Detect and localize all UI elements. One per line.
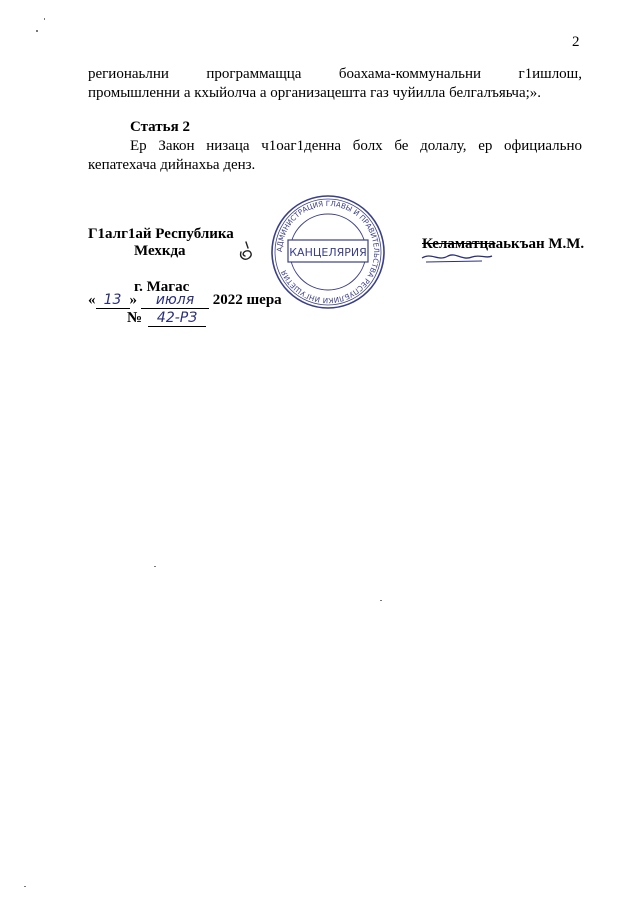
page-number: 2: [572, 34, 580, 50]
scan-speck: [36, 30, 38, 32]
date-year: 2022 шера: [212, 292, 282, 308]
paragraph-line-1: [88, 65, 582, 84]
city: г. Магас: [134, 279, 190, 295]
signatory-org-line2: Мехкда: [134, 243, 186, 259]
paragraph-continuation: [88, 65, 582, 103]
article-heading: Статья 2: [130, 119, 190, 135]
date-month-handwritten: июля: [141, 292, 209, 309]
article-text: Ер Закон низаца ч1оаг1денна болх бе долалу, ер официально кепатехача дийнахьа денз.: [88, 138, 582, 173]
law-number-line: [127, 310, 206, 327]
signer-name-struck: Келаматца: [422, 236, 496, 252]
word: регионаьлни: [88, 66, 169, 82]
law-number-handwritten: 42-РЗ: [148, 310, 206, 327]
word: г1ишлош,: [518, 66, 582, 82]
scan-speck: [380, 600, 382, 601]
scan-speck: [24, 886, 26, 887]
date-line: [88, 292, 282, 309]
scan-speck: [154, 566, 156, 567]
number-sign: №: [127, 310, 143, 326]
signer-name-rest: аькъан М.М.: [495, 236, 585, 252]
signature-mark-icon: [236, 240, 256, 262]
official-stamp-icon: [268, 192, 388, 312]
date-close-quote: »: [129, 292, 137, 308]
date-open-quote: «: [88, 292, 96, 308]
scan-speck: [44, 18, 45, 20]
word: программащца: [206, 66, 302, 82]
signatory-org-line1: Г1алг1ай Республика: [88, 226, 234, 242]
date-day-handwritten: 13: [96, 292, 130, 309]
word: боахама-коммунальни: [338, 66, 482, 82]
stamp-ring-text: АДМИНИСТРАЦИЯ ГЛАВЫ И ПРАВИТЕЛЬСТВА РЕСПУБЛИКИ ИНГУШЕТИЯ: [274, 198, 382, 306]
signature-scribble-icon: [420, 250, 494, 264]
stamp-center-text: КАНЦЕЛЯРИЯ: [289, 246, 367, 259]
paragraph-line-2: промышленни а кхыйолча а организацешта газ чуйилла белгалъяьча;».: [88, 85, 542, 101]
